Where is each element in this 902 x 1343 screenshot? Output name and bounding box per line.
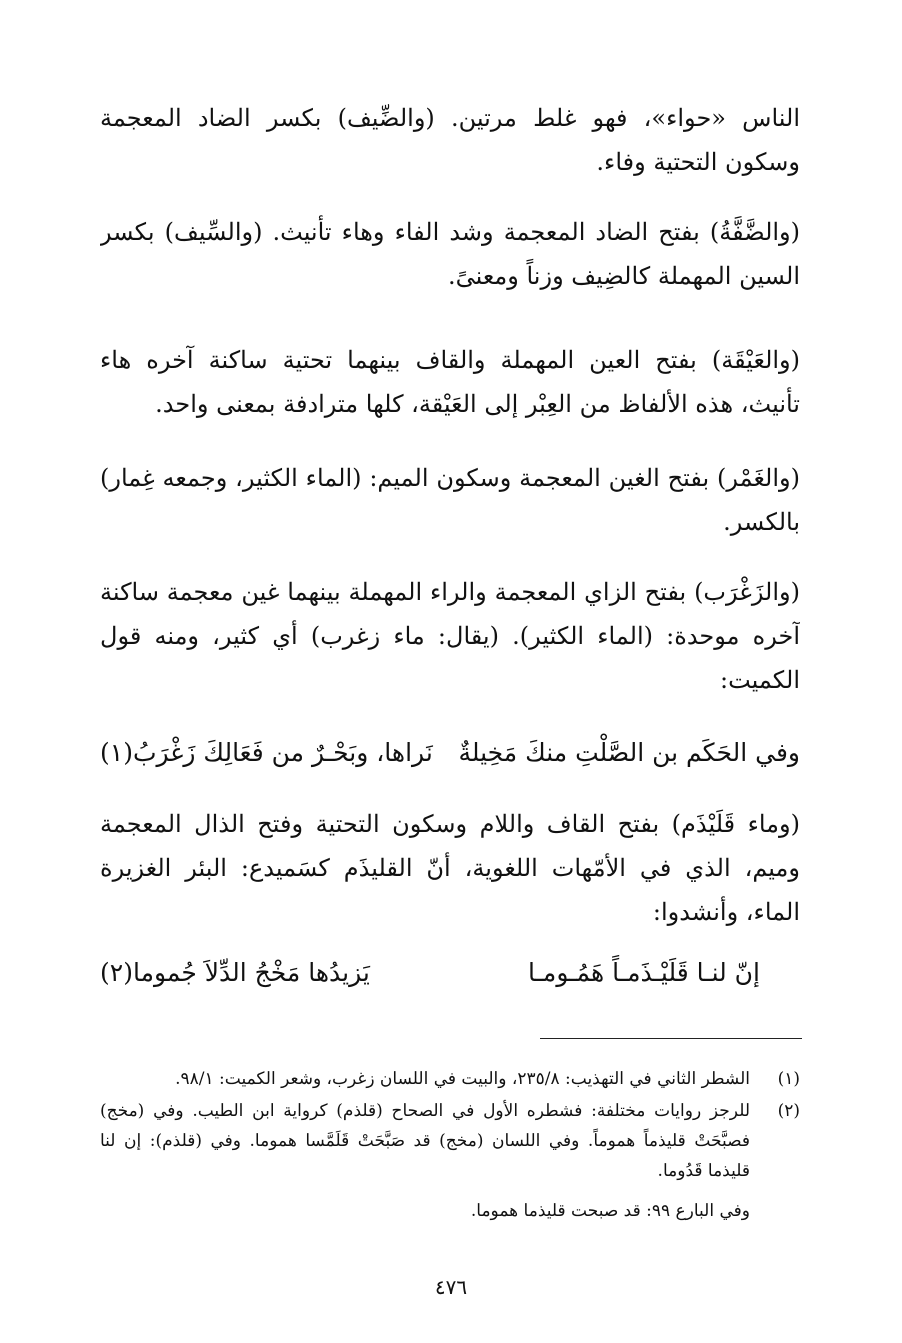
footnote-2-addendum-text: وفي البارع ٩٩: قد صبحت قليذما هموما. (470, 1201, 750, 1221)
footnote-2 (100, 1096, 800, 1190)
footnote-2-text: للرجز روايات مختلفة: فشطره الأول في الصحاح (قلذم) كرواية ابن الطيب. وفي (مخج) فصبَّحَتْ قليذماً هموماً. وفي اللسان (مخج) قد صَبَّحَتْ قَلَمَّسا هموما. وفي (قلذم): إن لنا قليذما قَدُوما. (100, 1101, 750, 1181)
footnote-1 (100, 1064, 800, 1096)
page-number: ٤٧٦ (434, 1275, 468, 1299)
paragraph-3: (والعَيْقَة) بفتح العين المهملة والقاف بينهما تحتية ساكنة آخره هاء تأنيث، هذه الألفاظ من العِبْر إلى العَيْقة، كلها مترادفة بمعنى واحد. (100, 346, 800, 418)
paragraph-4: (والغَمْر) بفتح الغين المعجمة وسكون الميم: (الماء الكثير، وجمعه غِمار) بالكسر. (100, 464, 800, 536)
paragraph-1: الناس «حواء»، فهو غلط مرتين. (والضِّيف) بكسر الضاد المعجمة وسكون التحتية وفاء. (100, 104, 800, 176)
footnote-2-addendum (100, 1196, 800, 1228)
verse-2-first-hemistich: إنّ لنـا قَلَيْـذَمـاً هَمُـومـا (527, 958, 760, 987)
footnote-2-number: (٢) (777, 1101, 800, 1121)
footnote-1-text: الشطر الثاني في التهذيب: ٢٣٥/٨، والبيت في اللسان زغرب، وشعر الكميت: ٩٨/١. (175, 1069, 750, 1089)
verse-1-first-hemistich: وفي الحَكَم بن الصَّلْتِ منكَ مَخِيلةٌ (458, 738, 800, 767)
paragraph-6: (وماء قَلَيْذَم) بفتح القاف واللام وسكون التحتية وفتح الذال المعجمة وميم، الذي في الأمّهات اللغوية، أنّ القليذَم كسَميدع: البئر الغزيرة الماء، وأنشدوا: (100, 810, 800, 926)
verse-2-second-hemistich: يَزيدُها مَخْجُ الدِّلاَ جُموما(٢) (100, 958, 370, 987)
verse-1 (100, 730, 800, 776)
paragraph-2: (والضَّفَّةُ) بفتح الضاد المعجمة وشد الفاء وهاء تأنيث. (والسِّيف) بكسر السين المهملة كالضِيف وزناً ومعنىً. (100, 218, 800, 290)
verse-1-second-hemistich: نَراها، وبَحْـرٌ من فَعَالِكَ زَغْرَبُ(١) (100, 738, 433, 767)
footnote-1-number: (١) (777, 1069, 800, 1089)
verse-2 (100, 950, 800, 996)
paragraph-5: (والزَغْرَب) بفتح الزاي المعجمة والراء المهملة بينهما غين معجمة ساكنة آخره موحدة: (الماء الكثير). (يقال: ماء زغرب) أي كثير، ومنه قول الكميت: (100, 578, 800, 694)
footnote-separator (540, 1038, 802, 1039)
